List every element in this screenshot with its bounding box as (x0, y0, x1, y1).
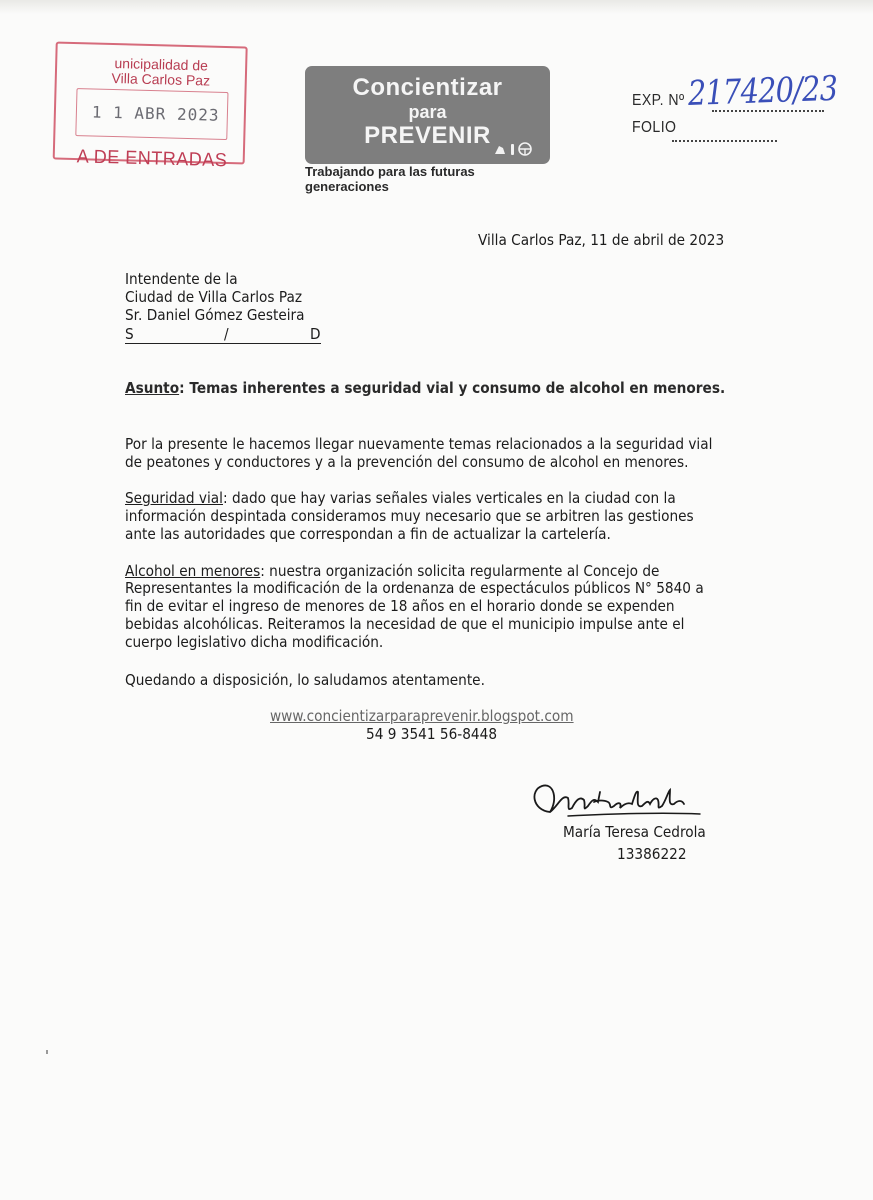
logo-line-3: PREVENIR (364, 122, 491, 149)
person-icon (495, 146, 505, 154)
alcohol-label: Alcohol en menores (125, 562, 261, 580)
bottle-icon (511, 144, 514, 155)
sd-slash: / (224, 325, 229, 343)
subject-label: Asunto (125, 379, 180, 397)
exp-label: EXP. Nº (632, 92, 685, 109)
signer-name: María Teresa Cedrola (563, 823, 706, 841)
closing-line: Quedando a disposición, lo saludamos atentamente. (125, 671, 485, 689)
scan-edge (0, 0, 873, 14)
paragraph-line: Por la presente le hacemos llegar nuevamente temas relacionados a la seguridad vial (125, 435, 713, 453)
scan-speck (46, 1050, 48, 1054)
paragraph-line: información despintada consideramos muy necesario que se arbitren las gestiones (125, 507, 694, 525)
logo-tagline: Trabajando para las futuras generaciones (305, 164, 475, 194)
paragraph-line: Seguridad vial: dado que hay varias señales viales verticales en la ciudad con la (125, 489, 676, 507)
sd-s: S (125, 325, 134, 343)
addressee-line: Intendente de la (125, 270, 238, 288)
logo-line-1: Concientizar (352, 74, 503, 101)
letter-date: Villa Carlos Paz, 11 de abril de 2023 (478, 231, 725, 249)
addressee-line: Ciudad de Villa Carlos Paz (125, 288, 303, 306)
paragraph-line: fin de evitar el ingreso de menores de 18 años en el horario donde se expenden (125, 597, 675, 615)
sd-underline (125, 326, 321, 344)
stamp-date: 1 1 ABR 2023 (91, 102, 220, 125)
signer-id: 13386222 (617, 845, 687, 863)
website-link[interactable]: www.concientizarparaprevenir.blogspot.com (270, 707, 574, 725)
folio-label: FOLIO (632, 119, 677, 136)
addressee-line: Sr. Daniel Gómez Gesteira (125, 306, 305, 324)
logo-icons (493, 140, 543, 158)
exp-number-handwritten: 217420/23 (687, 68, 838, 114)
logo-line-2: para (408, 102, 447, 122)
seguridad-label: Seguridad vial (125, 489, 223, 507)
stamp-bottom-text: A DE ENTRADAS (76, 145, 228, 171)
subject-line (125, 380, 725, 396)
stamp-line-1: unicipalidad de (114, 55, 209, 74)
subject-text: : Temas inherentes a seguridad vial y consumo de alcohol en menores. (179, 379, 726, 397)
paragraph-line: Representantes la modificación de la ordenanza de espectáculos públicos N° 5840 a (125, 579, 704, 597)
stamp-line-2: Villa Carlos Paz (111, 69, 211, 89)
paragraph-line: Alcohol en menores: nuestra organización solicita regularmente al Concejo de (125, 562, 660, 580)
signature (528, 770, 708, 830)
phone-number: 54 9 3541 56-8448 (366, 725, 498, 743)
paragraph-line: bebidas alcohólicas. Reiteramos la necesidad de que el municipio impulse ante el (125, 615, 685, 633)
logo (305, 66, 550, 164)
folio-dotted-line (672, 140, 777, 142)
paragraph-line: ante las autoridades que correspondan a fin de actualizar la cartelería. (125, 525, 611, 543)
paragraph-line: de peatones y conductores y a la prevención del consumo de alcohol en menores. (125, 453, 689, 471)
paragraph-line: cuerpo legislativo dicha modificación. (125, 633, 384, 651)
sd-d: D (310, 325, 321, 343)
received-stamp (52, 42, 247, 179)
